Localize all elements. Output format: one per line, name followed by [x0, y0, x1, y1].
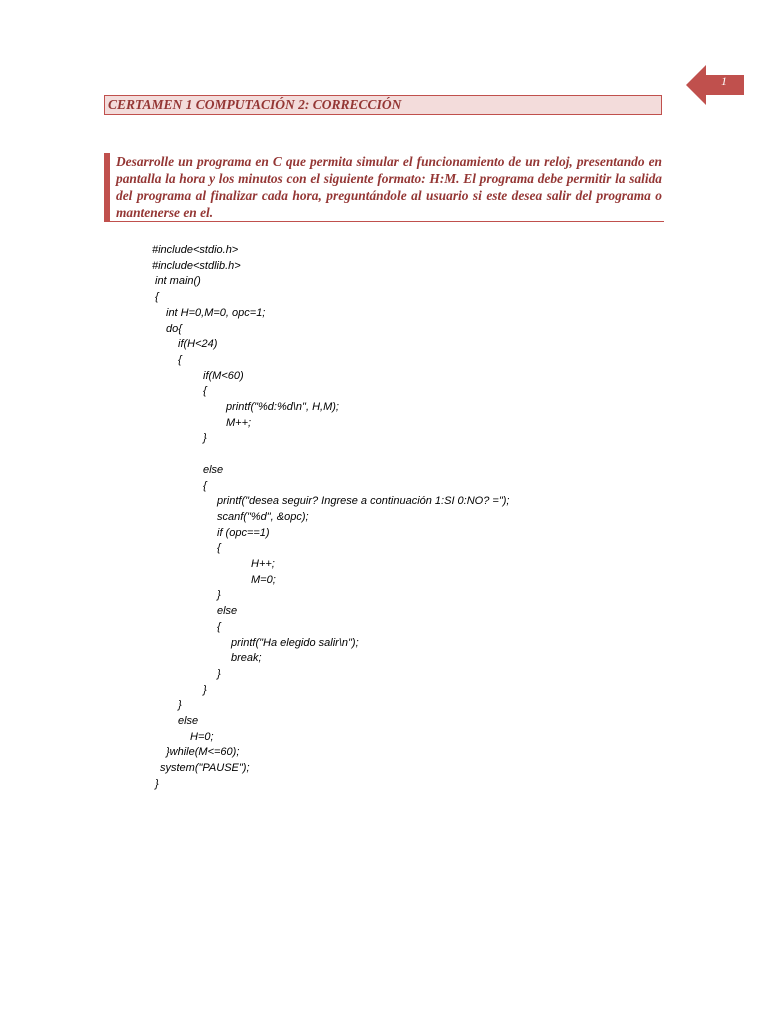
code-line: M=0; [251, 573, 276, 586]
code-line: if(H<24) [178, 338, 218, 351]
code-line: else [178, 715, 199, 727]
code-line: printf("Ha elegido salir\n"); [231, 636, 359, 649]
code-line: } [178, 699, 182, 712]
code-line: else [217, 605, 238, 618]
code-line: } [203, 683, 207, 696]
code-line: H++; [251, 558, 275, 570]
code-line: else [203, 463, 224, 476]
code-line: printf("%d:%d\n", H,M); [226, 401, 339, 413]
code-line: } [217, 589, 221, 602]
code-line: { [217, 542, 221, 555]
code-line: { [217, 620, 221, 633]
prompt-text: Desarrolle un programa en C que permita simular el funcionamiento de un reloj, presentando en pantalla la hora y los minutos con el siguiente formato: H:M. El programa debe permitir la salida del programa al finalizar cada hora, preguntándole al usuario si este desea salir del programa o mantenerse en el. [116, 154, 662, 220]
code-line: if(M<60) [203, 369, 244, 382]
code-line: H=0; [190, 730, 214, 743]
code-line: M++; [226, 416, 252, 429]
code-line: #include<stdlib.h> [152, 259, 241, 272]
code-line: printf("desea seguir? Ingrese a continuación 1:SI 0:NO? ="); [217, 495, 510, 508]
code-line: } [155, 777, 159, 790]
code-line: { [178, 353, 182, 366]
code-line: break; [231, 652, 262, 665]
code-line: } [203, 432, 207, 445]
code-line: int H=0,M=0, opc=1; [166, 306, 266, 319]
code-line: { [155, 291, 159, 304]
code-line: int main() [155, 275, 201, 288]
code-line: system("PAUSE"); [160, 762, 250, 775]
code-line: { [203, 385, 207, 398]
prompt-accent-bar [104, 153, 110, 221]
exercise-prompt [104, 153, 664, 222]
code-line: do{ [166, 322, 182, 335]
code-line: if (opc==1) [217, 526, 270, 539]
page-number: 1 [721, 74, 727, 88]
page-number-arrow [686, 65, 744, 105]
code-line: }while(M<=60); [166, 746, 240, 759]
code-line: scanf("%d", &opc); [217, 510, 309, 523]
page-title: CERTAMEN 1 COMPUTACIÓN 2: CORRECCIÓN [108, 97, 402, 112]
title-box [104, 95, 662, 115]
code-line: #include<stdio.h> [152, 244, 239, 256]
code-line: } [217, 667, 221, 680]
code-line: { [203, 479, 207, 492]
